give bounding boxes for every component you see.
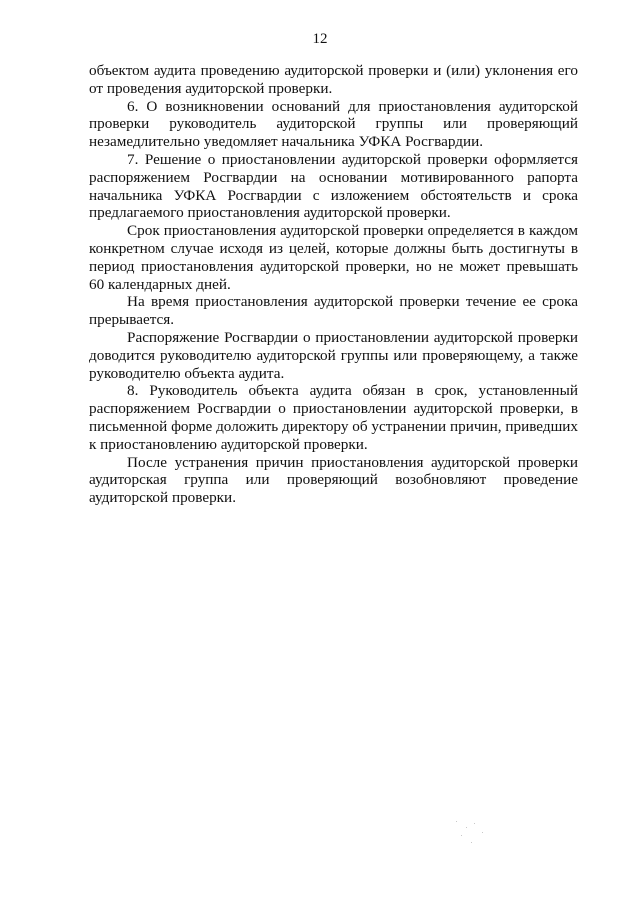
paragraph-item-6: 6. О возникновении оснований для приостановления аудиторской проверки руководитель аудиторской группы или проверяющий незамедлительно уведомляет начальника УФКА Росгвардии. <box>89 97 578 151</box>
document-body <box>89 62 578 507</box>
paragraph-suspension-term: Срок приостановления аудиторской проверки определяется в каждом конкретном случае исходя из целей, которые должны быть достигнуты в период приостановления аудиторской проверки, но не может превышать 60 календарных дней. <box>89 222 578 293</box>
scan-specks <box>452 818 492 848</box>
paragraph-term-interruption: На время приостановления аудиторской проверки течение ее срока прерывается. <box>89 293 578 329</box>
paragraph-item-7: 7. Решение о приостановлении аудиторской проверки оформляется распоряжением Росгвардии на основании мотивированного рапорта начальника УФКА Росгвардии с изложением обстоятельств и срока предлагаемого приостановления аудиторской проверки. <box>89 150 578 222</box>
paragraph-item-8: 8. Руководитель объекта аудита обязан в срок, установленный распоряжением Росгвардии о приостановлении аудиторской проверки, в письменной форме доложить директору об устранении причин, приведших к приостановлению аудиторской проверки. <box>89 382 578 453</box>
paragraph-resumption: После устранения причин приостановления аудиторской проверки аудиторская группа или проверяющий возобновляют проведение аудиторской проверки. <box>89 453 578 507</box>
paragraph-continuation: объектом аудита проведению аудиторской проверки и (или) уклонения его от проведения аудиторской проверки. <box>89 62 578 97</box>
page-number: 12 <box>312 31 328 47</box>
paragraph-order-delivery: Распоряжение Росгвардии о приостановлении аудиторской проверки доводится руководителю аудиторской группы или проверяющему, а также руководителю объекта аудита. <box>89 328 578 382</box>
